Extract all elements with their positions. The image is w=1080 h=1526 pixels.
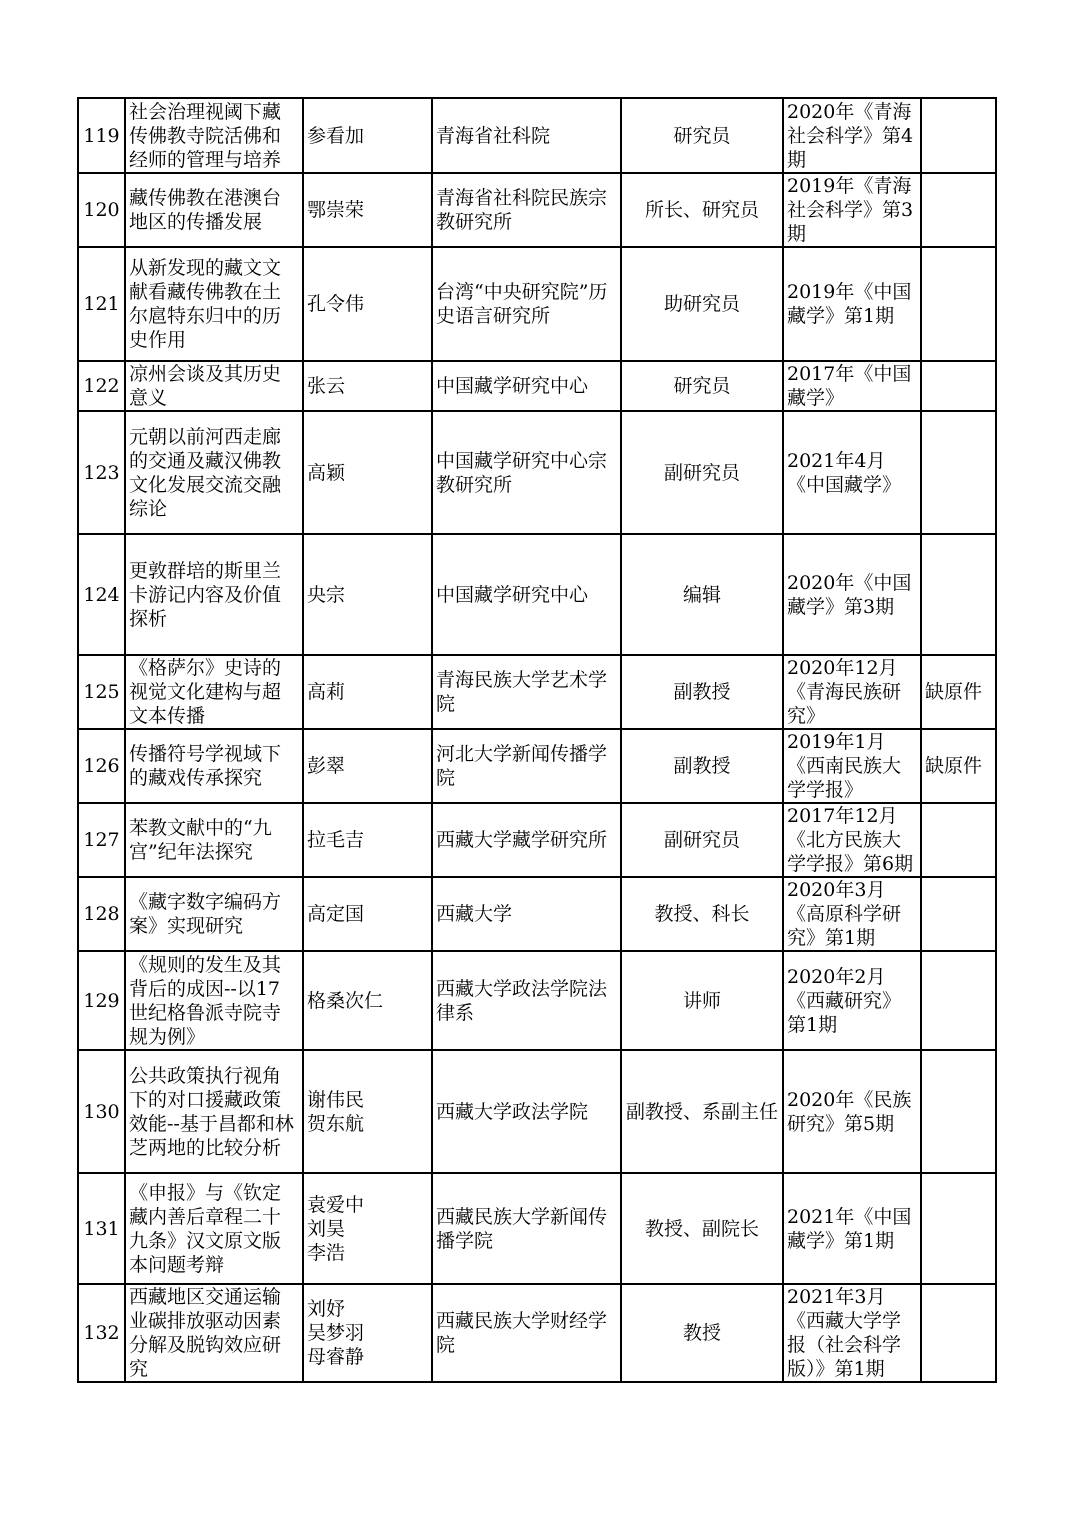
author-name: 孔令伟 [303, 247, 432, 361]
author-name: 参看加 [303, 98, 432, 173]
table-row [78, 247, 996, 361]
author-name: 袁爱中 刘昊 李浩 [303, 1173, 432, 1284]
publication-info: 2020年《中国藏学》第3期 [783, 534, 921, 655]
author-position: 研究员 [621, 98, 783, 173]
author-organization: 西藏大学 [432, 877, 621, 951]
publication-info: 2017年《中国藏学》 [783, 361, 921, 411]
author-name: 张云 [303, 361, 432, 411]
row-number: 124 [78, 534, 125, 655]
remark [921, 173, 996, 247]
author-organization: 台湾“中央研究院”历史语言研究所 [432, 247, 621, 361]
table-row [78, 173, 996, 247]
paper-title: 社会治理视阈下藏传佛教寺院活佛和经师的管理与培养 [125, 98, 303, 173]
row-number: 132 [78, 1284, 125, 1382]
table-row [78, 1050, 996, 1173]
row-number: 131 [78, 1173, 125, 1284]
author-organization: 西藏民族大学财经学院 [432, 1284, 621, 1382]
author-organization: 西藏民族大学新闻传播学院 [432, 1173, 621, 1284]
author-organization: 西藏大学藏学研究所 [432, 803, 621, 877]
table-row [78, 98, 996, 173]
paper-title: 《格萨尔》史诗的视觉文化建构与超文本传播 [125, 655, 303, 729]
author-position: 副研究员 [621, 411, 783, 534]
table-row [78, 951, 996, 1050]
remark [921, 1050, 996, 1173]
paper-title: 苯教文献中的“九宫”纪年法探究 [125, 803, 303, 877]
author-position: 讲师 [621, 951, 783, 1050]
row-number: 129 [78, 951, 125, 1050]
paper-title: 公共政策执行视角下的对口援藏政策效能--基于昌都和林芝两地的比较分析 [125, 1050, 303, 1173]
table-row [78, 411, 996, 534]
remark [921, 803, 996, 877]
table-row [78, 361, 996, 411]
author-organization: 西藏大学政法学院 [432, 1050, 621, 1173]
author-name: 央宗 [303, 534, 432, 655]
table-row [78, 729, 996, 803]
paper-title: 元朝以前河西走廊的交通及藏汉佛教文化发展交流交融综论 [125, 411, 303, 534]
records-table [77, 97, 997, 1383]
author-organization: 西藏大学政法学院法律系 [432, 951, 621, 1050]
row-number: 121 [78, 247, 125, 361]
row-number: 128 [78, 877, 125, 951]
author-name: 谢伟民 贺东航 [303, 1050, 432, 1173]
author-organization: 中国藏学研究中心 [432, 534, 621, 655]
publication-info: 2021年《中国藏学》第1期 [783, 1173, 921, 1284]
author-organization: 青海省社科院 [432, 98, 621, 173]
row-number: 126 [78, 729, 125, 803]
remark [921, 411, 996, 534]
remark [921, 247, 996, 361]
row-number: 122 [78, 361, 125, 411]
remark: 缺原件 [921, 655, 996, 729]
publication-info: 2021年3月《西藏大学学报（社会科学版）》第1期 [783, 1284, 921, 1382]
row-number: 120 [78, 173, 125, 247]
author-name: 拉毛吉 [303, 803, 432, 877]
publication-info: 2020年12月《青海民族研究》 [783, 655, 921, 729]
publication-info: 2020年2月《西藏研究》第1期 [783, 951, 921, 1050]
author-position: 教授 [621, 1284, 783, 1382]
author-name: 高颖 [303, 411, 432, 534]
author-position: 助研究员 [621, 247, 783, 361]
paper-title: 凉州会谈及其历史意义 [125, 361, 303, 411]
publication-info: 2021年4月《中国藏学》 [783, 411, 921, 534]
author-position: 副教授 [621, 655, 783, 729]
paper-title: 从新发现的藏文文献看藏传佛教在土尔扈特东归中的历史作用 [125, 247, 303, 361]
paper-title: 藏传佛教在港澳台地区的传播发展 [125, 173, 303, 247]
remark [921, 361, 996, 411]
publication-info: 2020年《青海社会科学》第4期 [783, 98, 921, 173]
publication-info: 2020年3月《高原科学研究》第1期 [783, 877, 921, 951]
author-organization: 中国藏学研究中心 [432, 361, 621, 411]
author-organization: 河北大学新闻传播学院 [432, 729, 621, 803]
paper-title: 传播符号学视域下的藏戏传承探究 [125, 729, 303, 803]
row-number: 125 [78, 655, 125, 729]
paper-title: 《规则的发生及其背后的成因--以17世纪格鲁派寺院寺规为例》 [125, 951, 303, 1050]
remark [921, 98, 996, 173]
table-row [78, 1284, 996, 1382]
table-row [78, 655, 996, 729]
author-name: 格桑次仁 [303, 951, 432, 1050]
paper-title: 西藏地区交通运输业碳排放驱动因素分解及脱钩效应研究 [125, 1284, 303, 1382]
publication-info: 2019年《中国藏学》第1期 [783, 247, 921, 361]
row-number: 130 [78, 1050, 125, 1173]
author-position: 编辑 [621, 534, 783, 655]
table-row [78, 803, 996, 877]
remark [921, 1284, 996, 1382]
remark: 缺原件 [921, 729, 996, 803]
author-organization: 青海省社科院民族宗教研究所 [432, 173, 621, 247]
author-position: 副研究员 [621, 803, 783, 877]
publication-info: 2019年《青海社会科学》第3期 [783, 173, 921, 247]
remark [921, 877, 996, 951]
author-name: 鄂崇荣 [303, 173, 432, 247]
author-name: 高定国 [303, 877, 432, 951]
row-number: 127 [78, 803, 125, 877]
author-name: 彭翠 [303, 729, 432, 803]
publication-info: 2019年1月《西南民族大学学报》 [783, 729, 921, 803]
table-row [78, 1173, 996, 1284]
author-position: 研究员 [621, 361, 783, 411]
author-position: 副教授 [621, 729, 783, 803]
remark [921, 534, 996, 655]
author-position: 副教授、系副主任 [621, 1050, 783, 1173]
table-row [78, 877, 996, 951]
row-number: 123 [78, 411, 125, 534]
paper-title: 《申报》与《钦定藏内善后章程二十九条》汉文原文版本问题考辩 [125, 1173, 303, 1284]
author-position: 教授、科长 [621, 877, 783, 951]
publication-info: 2020年《民族研究》第5期 [783, 1050, 921, 1173]
author-position: 教授、副院长 [621, 1173, 783, 1284]
publication-info: 2017年12月《北方民族大学学报》第6期 [783, 803, 921, 877]
records-body [78, 98, 996, 1382]
paper-title: 更敦群培的斯里兰卡游记内容及价值探析 [125, 534, 303, 655]
author-organization: 青海民族大学艺术学院 [432, 655, 621, 729]
table-row [78, 534, 996, 655]
author-position: 所长、研究员 [621, 173, 783, 247]
row-number: 119 [78, 98, 125, 173]
author-name: 刘妤 吴梦羽 母睿静 [303, 1284, 432, 1382]
remark [921, 1173, 996, 1284]
remark [921, 951, 996, 1050]
paper-title: 《藏字数字编码方案》实现研究 [125, 877, 303, 951]
author-organization: 中国藏学研究中心宗教研究所 [432, 411, 621, 534]
author-name: 高莉 [303, 655, 432, 729]
